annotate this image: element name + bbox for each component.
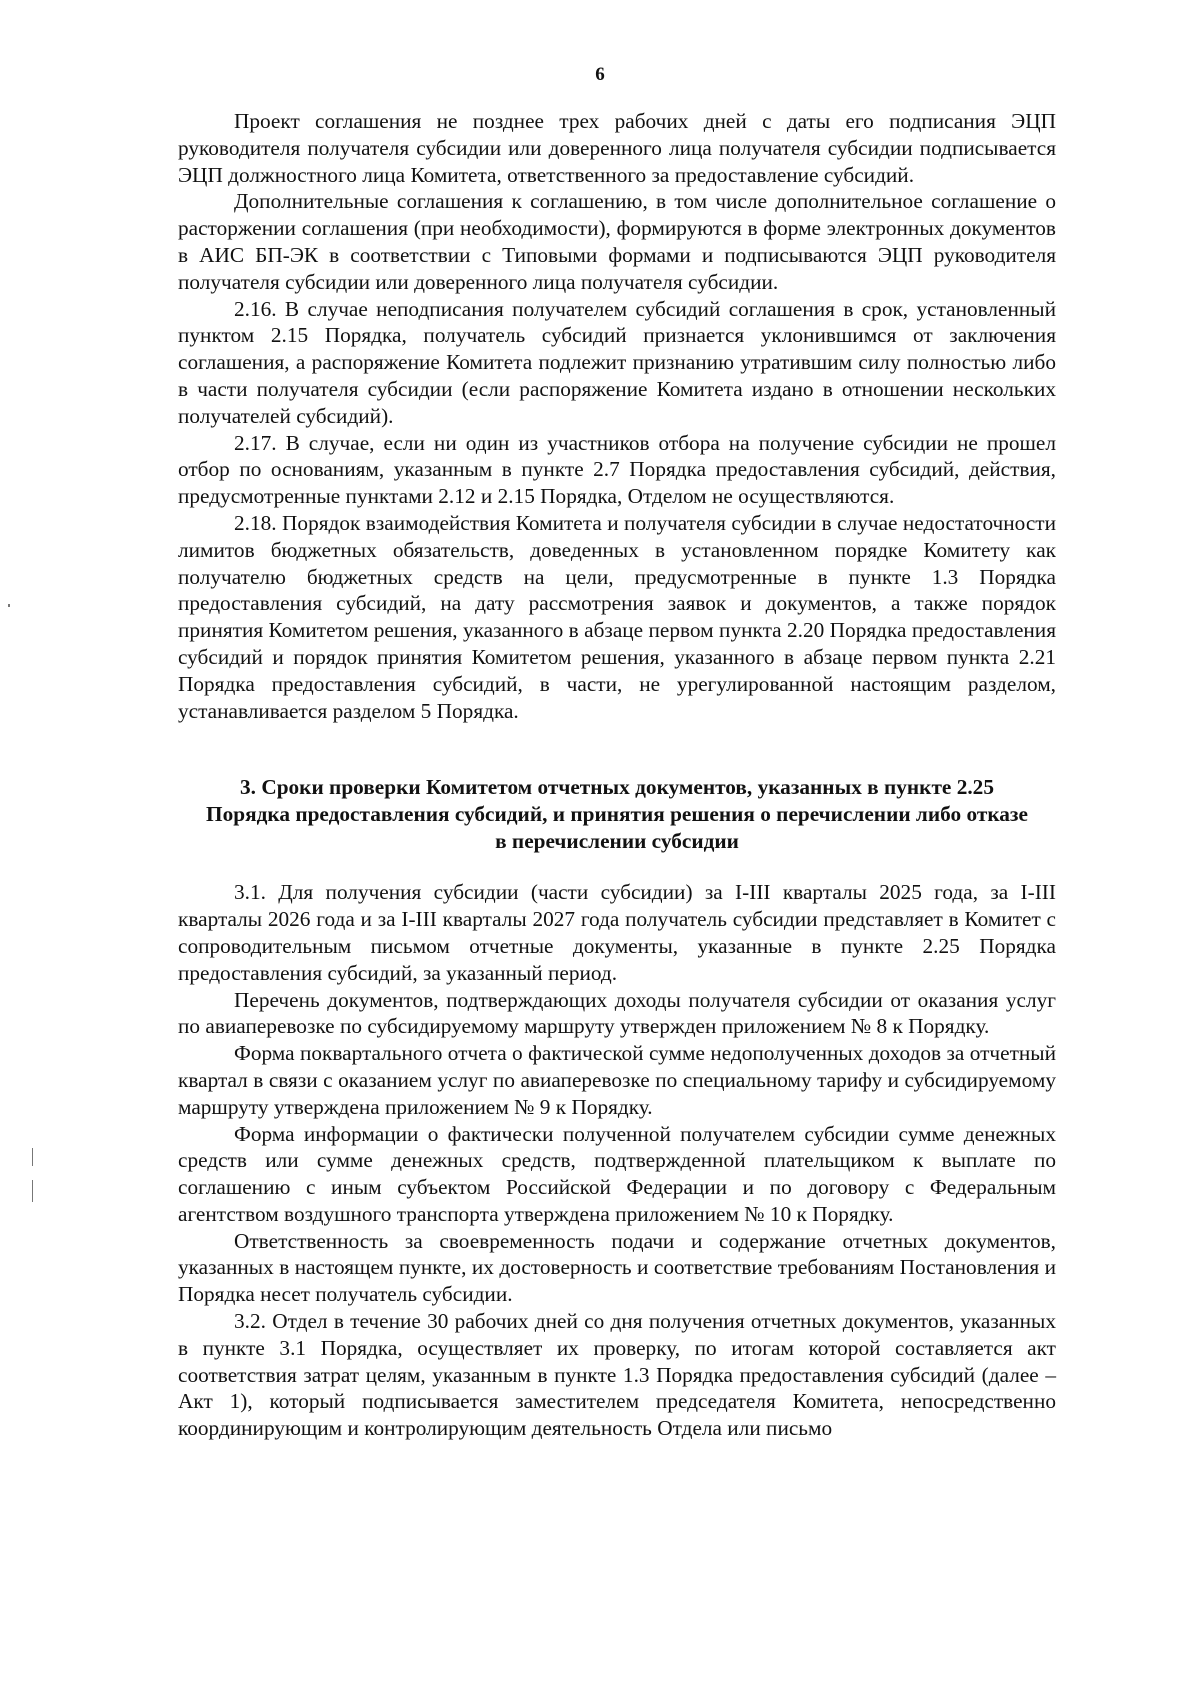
scan-mark-low xyxy=(32,1180,33,1202)
section-3-heading xyxy=(178,774,1056,855)
section-heading-line: в перечислении субсидии xyxy=(495,829,739,854)
section-heading-line: Порядка предоставления субсидий, и принятия решения о перечислении либо отказе xyxy=(206,802,1028,827)
section-heading-line: 3. Сроки проверки Комитетом отчетных документов, указанных в пункте 2.25 xyxy=(240,775,994,800)
scan-mark-mid xyxy=(32,1148,33,1166)
paragraph: Перечень документов, подтверждающих доходы получателя субсидии от оказания услуг по авиаперевозке по субсидируемому маршруту утвержден приложением № 8 к Порядку. xyxy=(178,987,1056,1039)
paragraph: Форма поквартального отчета о фактической сумме недополученных доходов за отчетный квартал в связи с оказанием услуг по авиаперевозке по специальному тарифу и субсидируемому маршруту утверждена приложением № 9 к Порядку. xyxy=(178,1041,1056,1119)
document-body xyxy=(178,108,1056,1442)
paragraph-2-17: 2.17. В случае, если ни один из участников отбора на получение субсидии не прошел отбор по основаниям, указанным в пункте 2.7 Порядка предоставления субсидий, действия, предусмотренные пунктами 2.12 и 2.15 Порядка, Отделом не осуществляются. xyxy=(178,430,1056,509)
paragraph-2-18: 2.18. Порядок взаимодействия Комитета и получателя субсидии в случае недостаточности лимитов бюджетных обязательств, доведенных в установленном порядке Комитету как получателю бюджетных средств на цели, предусмотренные в пункте 1.3 Порядка предоставления субсидий, на дату рассмотрения заявок и документов, а также порядок принятия Комитетом решения, указанного в абзаце первом пункта 2.20 Порядка предоставления субсидий и порядок принятия Комитетом решения, указанного в абзаце первом пункта 2.21 Порядка предоставления субсидий, в части, не урегулированной настоящим разделом, устанавливается разделом 5 Порядка. xyxy=(178,510,1056,723)
paragraph-3-1: 3.1. Для получения субсидии (части субсидии) за I-III кварталы 2025 года, за I-III кварталы 2026 года и за I-III кварталы 2027 года получатель субсидии представляет в Комитет с сопроводительным письмом отчетные документы, указанные в пункте 2.25 Порядка предоставления субсидий, за указанный период. xyxy=(178,880,1056,985)
paragraph: Проект соглашения не позднее трех рабочих дней с даты его подписания ЭЦП руководителя получателя субсидии или доверенного лица получателя субсидии подписывается ЭЦП должностного лица Комитета, ответственного за предоставление субсидий. xyxy=(178,109,1056,187)
paragraph: Ответственность за своевременность подачи и содержание отчетных документов, указанных в настоящем пункте, их достоверность и соответствие требованиям Постановления и Порядка несет получатель субсидии. xyxy=(178,1228,1056,1307)
paragraph-3-2: 3.2. Отдел в течение 30 рабочих дней со дня получения отчетных документов, указанных в пункте 3.1 Порядка, осуществляет их проверку, по итогам которой составляется акт соответствия затрат целям, указанным в пункте 1.3 Порядка предоставления субсидий (далее – Акт 1), который подписывается заместителем председателя Комитета, непосредственно координирующим и контролирующим деятельность Отдела или письмо xyxy=(178,1309,1056,1441)
paragraph: Дополнительные соглашения к соглашению, в том числе дополнительное соглашение о расторжении соглашения (при необходимости), формируются в форме электронных документов в АИС БП-ЭК в соответствии с Типовыми формами и подписываются ЭЦП руководителя получателя субсидии или доверенного лица получателя субсидии. xyxy=(178,189,1056,294)
paragraph: Форма информации о фактически полученной получателем субсидии сумме денежных средств или сумме денежных средств, подтвержденной плательщиком к выплате по соглашению с иным субъектом Российской Федерации и по договору с Федеральным агентством воздушного транспорта утверждена приложением № 10 к Порядку. xyxy=(178,1121,1056,1226)
scan-mark-top xyxy=(8,604,10,607)
paragraph-2-16: 2.16. В случае неподписания получателем субсидий соглашения в срок, установленный пунктом 2.15 Порядка, получатель субсидий признается уклонившимся от заключения соглашения, а распоряжение Комитета подлежит признанию утратившим силу полностью либо в части получателя субсидии (если распоряжение Комитета издано в отношении нескольких получателей субсидий). xyxy=(178,296,1056,428)
page-number: 6 xyxy=(595,64,605,85)
